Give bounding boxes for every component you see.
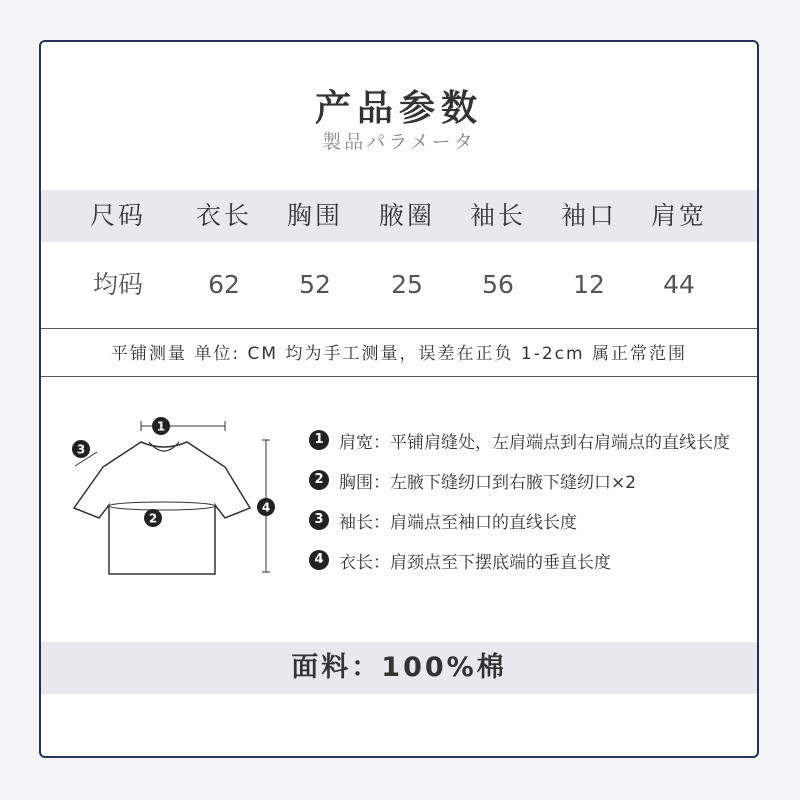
svg-text:1: 1 <box>156 419 166 434</box>
legend-item-chest <box>309 460 730 500</box>
divider-top <box>41 328 757 329</box>
header-armhole: 腋圈 <box>378 201 435 230</box>
legend-text-chest: 胸围：左腋下缝纫口到右腋下缝纫口×2 <box>339 472 637 493</box>
header-length: 衣长 <box>195 201 252 230</box>
page-title: 产品参数 <box>314 88 483 129</box>
legend-number-3: 3 <box>309 510 329 530</box>
value-shoulder: 44 <box>663 270 695 299</box>
size-table-header-row <box>41 190 757 242</box>
marker-3 <box>72 440 90 458</box>
legend-text-length: 衣长：肩颈点至下摆底端的垂直长度 <box>339 552 611 573</box>
size-table-value-row <box>41 250 757 320</box>
header-size: 尺码 <box>89 201 146 230</box>
product-parameters-card <box>39 40 759 758</box>
measurement-legend <box>309 420 730 580</box>
value-armhole: 25 <box>391 270 423 299</box>
marker-2 <box>144 509 162 527</box>
header-chest: 胸围 <box>286 201 343 230</box>
legend-number-1: 1 <box>309 430 329 450</box>
value-length: 62 <box>208 270 240 299</box>
legend-item-sleeve <box>309 500 730 540</box>
legend-text-shoulder: 肩宽：平铺肩缝处，左肩端点到右肩端点的直线长度 <box>339 432 730 453</box>
svg-text:3: 3 <box>76 442 86 457</box>
marker-1 <box>152 417 170 435</box>
marker-4 <box>257 498 275 516</box>
measurement-note: 平铺测量 单位: CM 均为手工测量，误差在正负 1-2cm 属正常范围 <box>111 344 687 364</box>
divider-bottom <box>41 376 757 377</box>
svg-text:4: 4 <box>261 500 271 515</box>
legend-number-2: 2 <box>309 470 329 490</box>
tshirt-diagram-svg <box>53 412 293 582</box>
page-subtitle: 製品パラメータ <box>322 131 476 153</box>
header-shoulder: 肩宽 <box>650 201 707 230</box>
tshirt-outline <box>74 442 250 574</box>
legend-item-shoulder <box>309 420 730 460</box>
legend-item-length <box>309 540 730 580</box>
legend-number-4: 4 <box>309 550 329 570</box>
value-cuff: 12 <box>573 270 605 299</box>
value-sleeve-length: 56 <box>482 270 514 299</box>
fabric-info: 面料：100%棉 <box>41 642 757 694</box>
svg-text:2: 2 <box>148 511 158 526</box>
header-cuff: 袖口 <box>560 201 617 230</box>
value-size: 均码 <box>92 270 143 299</box>
tshirt-diagram <box>53 412 293 582</box>
header-sleeve-length: 袖长 <box>469 201 526 230</box>
legend-text-sleeve: 袖长：肩端点至袖口的直线长度 <box>339 512 577 533</box>
value-chest: 52 <box>299 270 331 299</box>
